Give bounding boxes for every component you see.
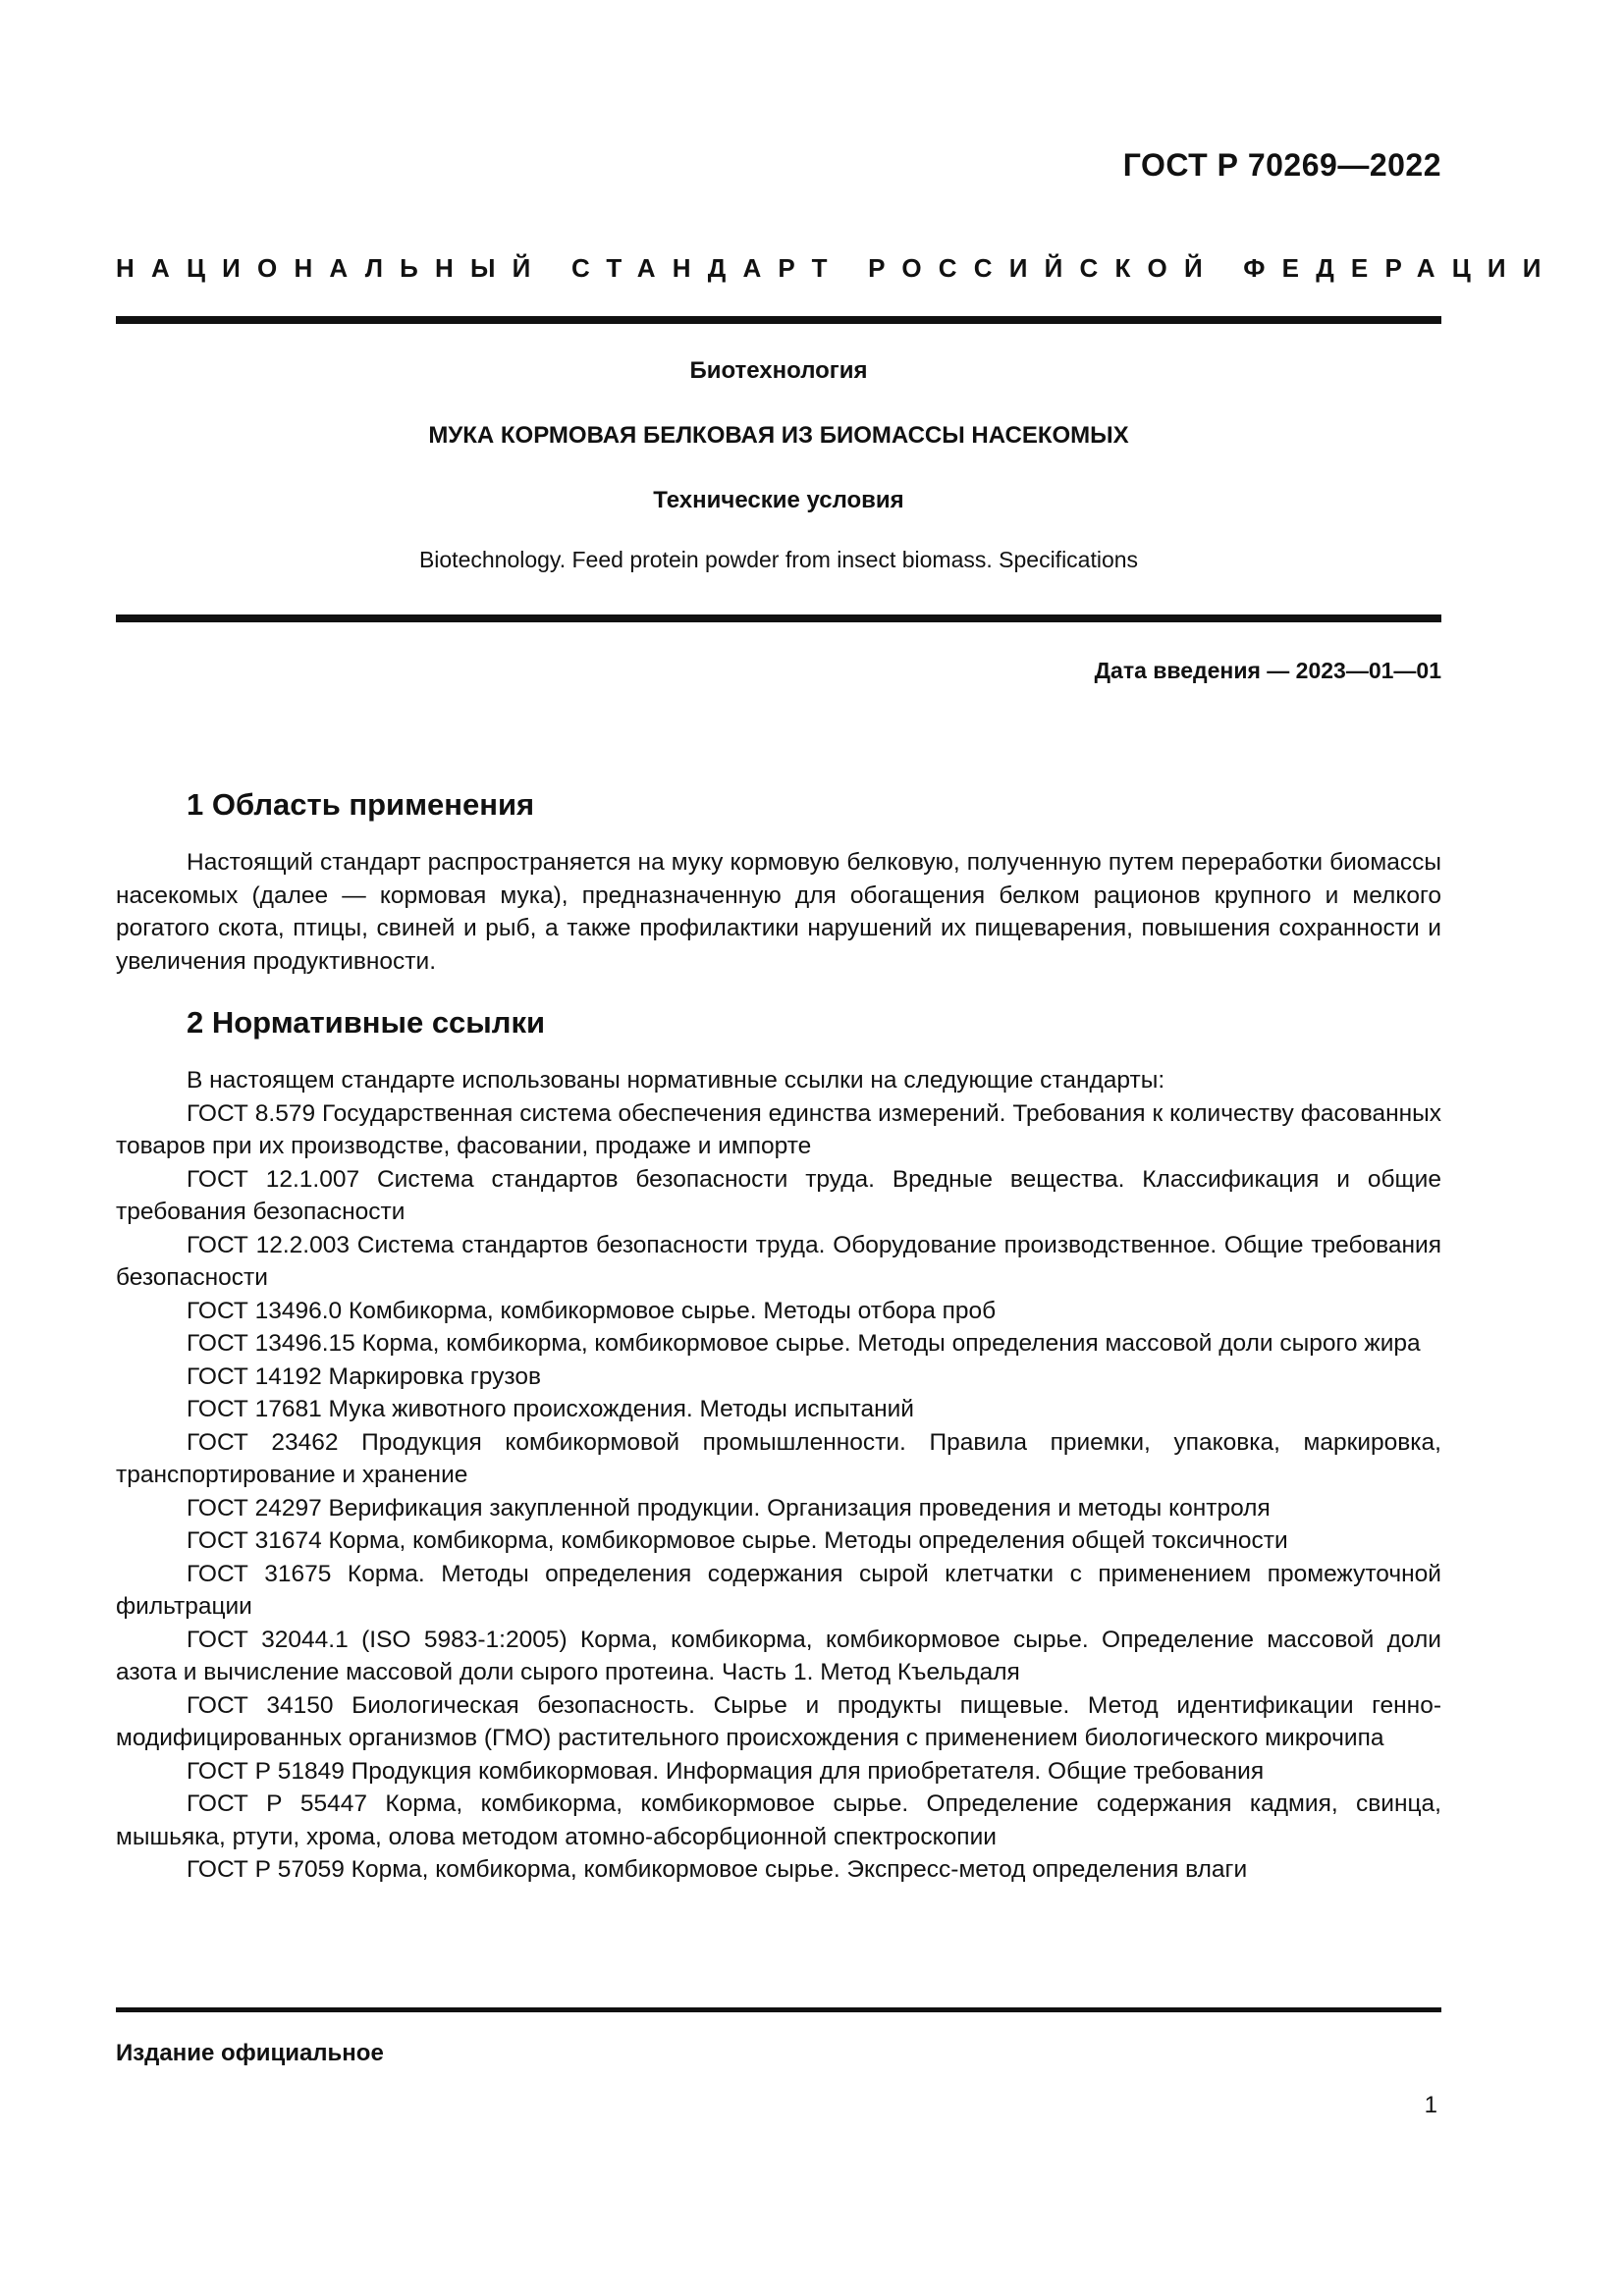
section-spacer bbox=[116, 978, 1441, 1003]
reference-item: ГОСТ Р 55447 Корма, комбикорма, комбикормовое сырье. Определение содержания кадмия, свинца, мышьяка, ртути, хрома, олова методом атомно-абсорбционной спектроскопии bbox=[116, 1790, 1441, 1850]
scope-paragraph: Настоящий стандарт распространяется на муку кормовую белковую, полученную путем переработки биомассы насекомых (далее — кормовая мука), предназначенную для обогащения белком рационов крупного и мелкого рогатого скота, птицы, свиней и рыб, а также профилактики нарушений их пищеварения, повышения сохранности и увеличения продуктивности. bbox=[116, 849, 1441, 975]
reference-item: ГОСТ 32044.1 (ISO 5983-1:2005) Корма, комбикорма, комбикормовое сырье. Определение массовой доли азота и вычисление массовой доли сырого протеина. Часть 1. Метод Къельдаля bbox=[116, 1626, 1441, 1685]
reference-item: ГОСТ 14192 Маркировка грузов bbox=[187, 1362, 541, 1390]
reference-item: ГОСТ Р 51849 Продукция комбикормовая. Информация для приобретателя. Общие требования bbox=[187, 1757, 1265, 1785]
reference-item: ГОСТ 13496.15 Корма, комбикорма, комбикормовое сырье. Методы определения массовой доли сырого жира bbox=[187, 1330, 1421, 1357]
edition-label: Издание официальное bbox=[116, 2040, 384, 2066]
reference-item: ГОСТ 17681 Мука животного происхождения. Методы испытаний bbox=[187, 1396, 914, 1422]
national-standard-title: НАЦИОНАЛЬНЫЙ СТАНДАРТ РОССИЙСКОЙ ФЕДЕРАЦИИ bbox=[116, 253, 1558, 283]
main-title: МУКА КОРМОВАЯ БЕЛКОВАЯ ИЗ БИОМАССЫ НАСЕКОМЫХ bbox=[428, 422, 1129, 449]
category-title: Биотехнология bbox=[689, 357, 868, 384]
subtitle: Технические условия bbox=[653, 487, 904, 513]
reference-item: ГОСТ 24297 Верификация закупленной продукции. Организация проведения и методы контроля bbox=[187, 1494, 1271, 1522]
top-rule bbox=[116, 316, 1441, 324]
document-body bbox=[116, 785, 1441, 1887]
section-heading-references: 2 Нормативные ссылки bbox=[187, 1005, 546, 1040]
reference-list bbox=[116, 1064, 1441, 1887]
reference-item: ГОСТ 13496.0 Комбикорма, комбикормовое сырье. Методы отбора проб bbox=[187, 1297, 997, 1324]
reference-item: ГОСТ 12.1.007 Система стандартов безопасности труда. Вредные вещества. Классификация и общие требования безопасности bbox=[116, 1165, 1441, 1225]
reference-item: ГОСТ 31674 Корма, комбикорма, комбикормовое сырье. Методы определения общей токсичности bbox=[187, 1527, 1288, 1554]
reference-item: ГОСТ 23462 Продукция комбикормовой промышленности. Правила приемки, упаковка, маркировка, транспортирование и хранение bbox=[116, 1428, 1441, 1488]
reference-item: ГОСТ 31675 Корма. Методы определения содержания сырой клетчатки с применением промежуточной фильтрации bbox=[116, 1560, 1441, 1620]
reference-item: ГОСТ 34150 Биологическая безопасность. Сырье и продукты пищевые. Метод идентификации генно-модифицированных организмов (ГМО) растительного происхождения с применением биологического микрочипа bbox=[116, 1691, 1441, 1751]
references-intro: В настоящем стандарте использованы нормативные ссылки на следующие стандарты: bbox=[187, 1067, 1165, 1094]
footer-rule bbox=[116, 2007, 1441, 2012]
english-title: Biotechnology. Feed protein powder from insect biomass. Specifications bbox=[418, 547, 1139, 572]
reference-item: ГОСТ Р 57059 Корма, комбикорма, комбикормовое сырье. Экспресс-метод определения влаги bbox=[187, 1856, 1248, 1883]
document-number: ГОСТ Р 70269—2022 bbox=[1122, 147, 1441, 183]
page-number: 1 bbox=[1424, 2092, 1437, 2118]
introduction-date: Дата введения — 2023—01—01 bbox=[1094, 658, 1441, 683]
reference-item: ГОСТ 12.2.003 Система стандартов безопасности труда. Оборудование производственное. Общие требования безопасности bbox=[116, 1231, 1441, 1291]
title-block-rule bbox=[116, 614, 1441, 622]
section-heading-scope: 1 Область применения bbox=[187, 787, 535, 822]
reference-item: ГОСТ 8.579 Государственная система обеспечения единства измерений. Требования к количеству фасованных товаров при их производстве, фасовании, продаже и импорте bbox=[116, 1099, 1441, 1159]
